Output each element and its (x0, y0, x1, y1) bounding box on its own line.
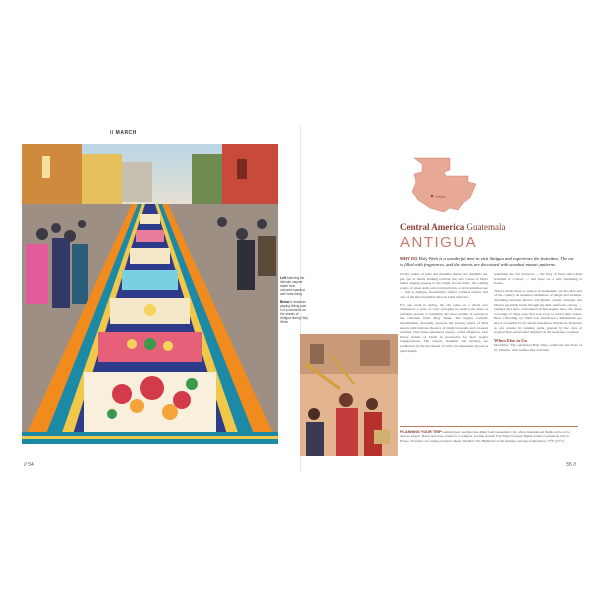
map-city-label: Antigua (435, 194, 446, 199)
procession-photo (300, 334, 398, 456)
planning-text: Getting there: Antigua lies 40km from Guatemala City, where international flights arrive at La Aurora Airport. Buses and taxis connect it to Antigua. Getting around: Fast Tikal, frequent flights connect Guatemala City to Flores. Travelers can arrange transport ahead. Weather: The Highlands of the Antigua, Average temperature: 73°F (23°C). (400, 430, 571, 443)
guatemala-map (410, 152, 480, 216)
why-go-label: WHY GO (400, 256, 418, 261)
page-number-right: 55 // (566, 462, 576, 468)
planning-box (400, 430, 578, 443)
paragraph: For one week in spring, the city takes on a whole new dimension: a wave of color sweeping its usual leafy lanes as residents prepare to remember the most solemn of seasons in the Christian faith: Holy Week. The largely Catholic Guatemalans devotedly decorate the paving stones of their streets with intricate mosaics of bright blossoms and coloured sawdust. Over these ephemeral carpets, called alfombras, bear heavy statues of Christ in procession for their week's transgressions. The carpets, beautiful and moving, are swallowed by the movement of faith, encompassing anyone as participants. (400, 302, 488, 353)
when-else-heading: When Else to Go (494, 337, 528, 343)
main-photo (22, 144, 278, 444)
caption-below: Below A musician playing telling pain in a procession on the streets of Antigua during Holy Week (280, 300, 308, 324)
planning-label: PLANNING YOUR TRIP (400, 430, 442, 434)
paragraph: There's much more to explore in Guatemala. At the other end of the country, an untamed wilderness of jungle and swamps, stretching between Mexico and Belize, awaits. Temples and Mayan pyramids break through the lush rainforest canopy — vestiges that have confounded archaeologists since the dense coverings of vines were first torn away to reveal their stones. Hear a Howling cry. Tikal was abandoned a millennium ago and is accessible for its serene desolation. Ponder its mysteries as you wander its winding paths, greeted by the cries of tropical birds and howler monkeys in the branches overhead. (494, 288, 582, 335)
page-number-left: // 54 (24, 462, 34, 468)
lead-text: Holy Week is a wonderful time to visit Antigua and experience the festivities. The air is filled with fragrances, and the streets are decorated with sawdust mosaic patterns. (400, 256, 574, 267)
country-name: Guatemala (466, 222, 506, 232)
sawdust-carpet-illustration (22, 144, 278, 444)
article-kicker (400, 222, 505, 232)
planning-divider (400, 426, 578, 427)
body-column-1 (400, 272, 488, 356)
region-name: Central America (400, 222, 465, 232)
procession-illustration (300, 334, 398, 456)
section-label: // MARCH (110, 130, 137, 136)
paragraph: Lively strains of salsa and marimba music, the rhythmic pat, pat, pat of hands forming tortillas, the soft voices of Maya ladies singing prayers to the bright woven fruits, the wafting scents of street stalls and courtyards into a vivid kaleidoscope — this is Antigua, Guatemala's former colonial capital, and one of the most beautiful cities in Latin America. (400, 272, 488, 299)
country-outline-map (410, 152, 480, 216)
caption-left: Left Admiring the intricate carpets made from coloured sawdust and hand-fixing (280, 276, 305, 296)
book-spread (18, 126, 582, 472)
paragraph: remember the Via Dolorosa — the Way of Tears that Christ travelled to Calvary — and hope for a new beginning at Easter. (494, 272, 582, 286)
article-title: ANTIGUA (400, 234, 478, 251)
photo-captions (280, 276, 308, 328)
body-column-2 (494, 272, 582, 356)
when-else-text: December: The celebrated Bale Vieja, celebrates the Feast of St. Thomas, with bonfire-like activities. (494, 343, 582, 352)
antigua-marker (431, 195, 433, 197)
article-lead (400, 256, 576, 267)
